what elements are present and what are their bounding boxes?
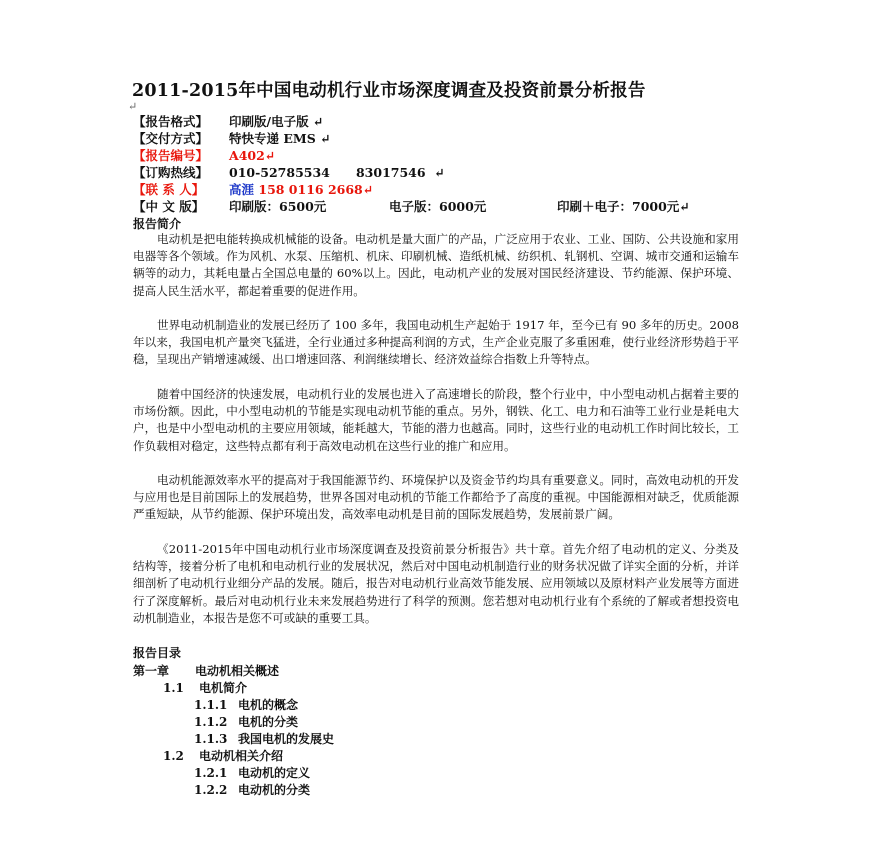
toc-item xyxy=(163,679,247,696)
toc-number: 1.1.2 xyxy=(194,715,228,729)
toc-number: 1.2.2 xyxy=(194,783,228,797)
meta-code-label: 【报告编号】 xyxy=(133,148,209,163)
meta-delivery xyxy=(133,129,331,145)
meta-contact-name: 高涯 xyxy=(229,182,255,197)
toc-item xyxy=(194,730,334,747)
meta-contact-label: 【联 系 人】 xyxy=(133,182,205,197)
intro-paragraph-1: 电动机是把电能转换成机械能的设备。电动机是量大面广的产品，广泛应用于农业、工业、国防、公共设施和家用电器等各个领域。作为风机、水泵、压缩机、机床、印刷机械、造纸机械、纺织机、轧钢机、空调、城市交通和运输车辆等的动力，其耗电量占全国总电量的 60%以上。因此，电动机产业的发展对国民经济建设、节约能源、保护环境、提高人民生活水平，都起着重要的促进作用。 xyxy=(133,232,739,298)
toc-item xyxy=(133,662,279,679)
toc-text: 电动机的分类 xyxy=(238,783,311,797)
meta-price-electronic: 电子版：6000元 xyxy=(389,199,487,214)
paragraph-mark: ↵ xyxy=(128,100,138,113)
meta-hotline-value: 010-52785534 83017546 ↵ xyxy=(229,165,445,180)
toc-number: 1.2 xyxy=(163,749,184,763)
meta-contact xyxy=(133,180,373,196)
meta-contact-phone: 158 0116 2668↵ xyxy=(254,182,374,197)
meta-code xyxy=(133,146,275,162)
toc-heading: 报告目录 xyxy=(133,646,182,660)
meta-hotline-label: 【订购热线】 xyxy=(133,165,209,180)
intro-paragraph-4: 电动机能源效率水平的提高对于我国能源节约、环境保护以及资金节约均具有重要意义。同时，高效电动机的开发与应用也是目前国际上的发展趋势，世界各国对电动机的节能工作都给予了高度的重视。中国能源相对缺乏，优质能源严重短缺，从节约能源、保护环境出发，高效率电动机是目前的国际发展趋势，发展前景广阔。 xyxy=(133,473,739,522)
meta-format-label: 【报告格式】 xyxy=(133,114,209,129)
toc-item xyxy=(194,764,310,781)
intro-paragraph-3: 随着中国经济的快速发展，电动机行业的发展也进入了高速增长的阶段，整个行业中，中小型电动机占据着主要的市场份额。因此，中小型电动机的节能是实现电动机节能的重点。另外，钢铁、化工、电力和石油等工业行业是耗电大户，也是中小型电动机的主要应用领域，能耗越大，节能的潜力也越高。同时，这些行业的电动机工作时间比较长，工作负载相对稳定，这些特点都有利于高效电动机在这些行业的推广和应用。 xyxy=(133,387,739,453)
meta-price-print: 印刷版：6500元 xyxy=(229,199,327,214)
toc-item xyxy=(163,747,283,764)
toc-text: 电机简介 xyxy=(199,681,248,695)
meta-delivery-label: 【交付方式】 xyxy=(133,131,209,146)
toc-text: 我国电机的发展史 xyxy=(238,732,335,746)
meta-price xyxy=(133,197,690,213)
toc-number: 1.1.1 xyxy=(194,698,228,712)
meta-format-value: 印刷版/电子版 ↵ xyxy=(229,114,324,129)
toc-item xyxy=(194,781,310,798)
toc-text: 电机的分类 xyxy=(238,715,299,729)
meta-price-both: 印刷＋电子：7000元↵ xyxy=(557,199,690,214)
toc-text: 电动机相关介绍 xyxy=(199,749,284,763)
toc-text: 电机的概念 xyxy=(238,698,299,712)
report-title: 2011-2015年中国电动机行业市场深度调查及投资前景分析报告 xyxy=(132,81,646,101)
intro-paragraph-2: 世界电动机制造业的发展已经历了 100 多年，我国电动机生产起始于 1917 年，至今已有 90 多年的历史。2008 年以来，我国电机产量突飞猛进，全行业通过多种提高利润的方式，生产企业克服了多重困难，使行业经济形势趋于平稳，呈现出产销增速减缓、出口增速回落、利润继续增长、经济效益综合指数上升等特点。 xyxy=(133,318,739,367)
toc-number: 1.2.1 xyxy=(194,766,228,780)
meta-price-label: 【中 文 版】 xyxy=(133,199,205,214)
meta-code-value: A402↵ xyxy=(229,148,276,163)
intro-heading: 报告简介 xyxy=(133,217,182,231)
toc-item xyxy=(194,696,298,713)
toc-text: 电动机相关概述 xyxy=(195,664,280,678)
toc-number: 1.1 xyxy=(163,681,184,695)
intro-paragraph-5: 《2011-2015年中国电动机行业市场深度调查及投资前景分析报告》共十章。首先介绍了电动机的定义、分类及结构等，接着分析了电机和电动机行业的发展状况，然后对中国电动机制造行业的财务状况做了详实全面的分析，并详细剖析了电动机行业细分产品的发展。随后，报告对电动机行业高效节能发展、应用领域以及原材料产业发展等方面进行了深度解析。最后对电动机行业未来发展趋势进行了科学的预测。您若想对电动机行业有个系统的了解或者想投资电动机制造业，本报告是您不可或缺的重要工具。 xyxy=(133,542,739,625)
toc-item xyxy=(194,713,298,730)
meta-format xyxy=(133,112,323,128)
toc-text: 电动机的定义 xyxy=(238,766,311,780)
meta-hotline xyxy=(133,163,445,179)
toc-number: 1.1.3 xyxy=(194,732,228,746)
meta-delivery-value: 特快专递 EMS ↵ xyxy=(229,131,331,146)
toc-number: 第一章 xyxy=(133,664,170,678)
